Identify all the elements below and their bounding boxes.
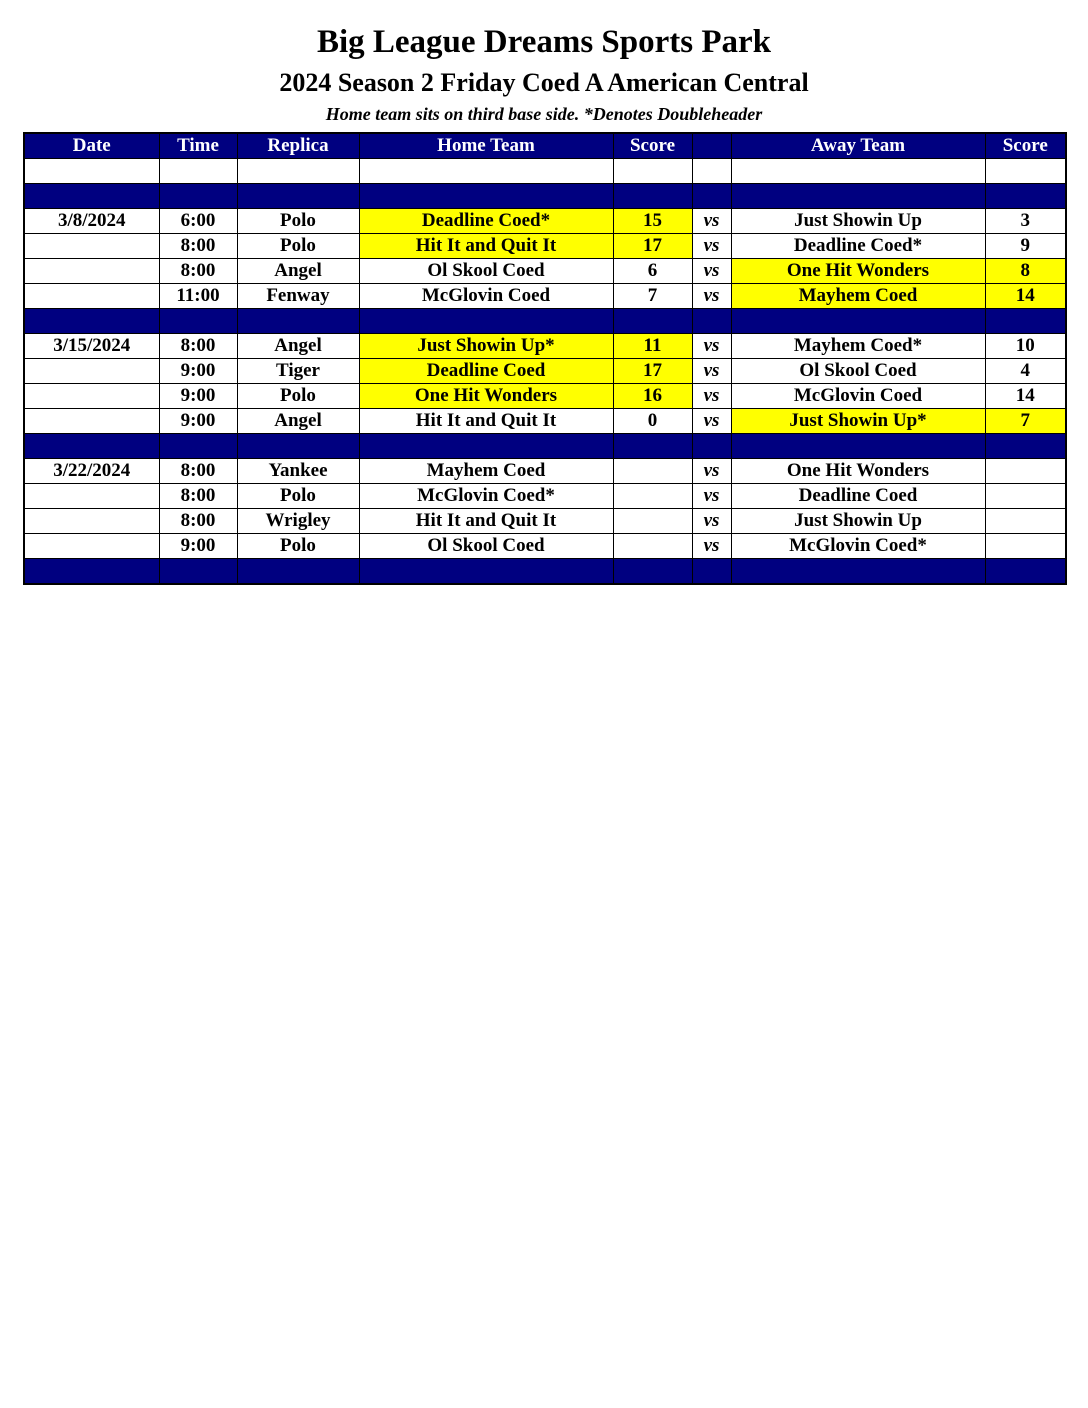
away-score-cell: 3 [985,209,1066,234]
home-score-cell: 0 [613,409,692,434]
vs-cell: vs [692,234,731,259]
replica-cell [237,559,359,585]
home-score-cell [613,484,692,509]
section-divider-row [24,434,1066,459]
vs-cell: vs [692,209,731,234]
away-score-cell [985,559,1066,585]
away-team-cell: Ol Skool Coed [731,359,985,384]
vs-cell: vs [692,384,731,409]
time-cell: 6:00 [159,209,237,234]
away-score-cell: 7 [985,409,1066,434]
away-team-cell: Mayhem Coed* [731,334,985,359]
vs-cell [692,309,731,334]
vs-cell: vs [692,409,731,434]
time-cell [159,434,237,459]
blank-row [24,159,1066,184]
section-divider-row [24,184,1066,209]
home-team-cell [359,434,613,459]
replica-cell: Angel [237,334,359,359]
table-header-row [24,133,1066,159]
vs-cell: vs [692,284,731,309]
away-team-cell: Deadline Coed* [731,234,985,259]
home-score-cell [613,434,692,459]
vs-cell: vs [692,459,731,484]
home-team-cell: Ol Skool Coed [359,534,613,559]
date-cell: 3/15/2024 [24,334,159,359]
home-score-cell [613,159,692,184]
replica-cell [237,184,359,209]
table-row [24,459,1066,484]
home-score-cell: 17 [613,359,692,384]
section-divider-row [24,559,1066,585]
table-row [24,409,1066,434]
col-header-date: Date [24,133,159,159]
time-cell [159,559,237,585]
replica-cell [237,309,359,334]
away-score-cell: 4 [985,359,1066,384]
col-header-replica: Replica [237,133,359,159]
table-row [24,484,1066,509]
date-cell [24,534,159,559]
away-score-cell [985,434,1066,459]
away-team-cell: Just Showin Up [731,509,985,534]
replica-cell: Angel [237,259,359,284]
col-header-away-team: Away Team [731,133,985,159]
section-divider-row [24,309,1066,334]
table-row [24,209,1066,234]
table-row [24,259,1066,284]
away-team-cell [731,434,985,459]
vs-cell: vs [692,334,731,359]
away-team-cell [731,559,985,585]
home-team-cell: Hit It and Quit It [359,509,613,534]
replica-cell: Angel [237,409,359,434]
home-score-cell: 15 [613,209,692,234]
time-cell [159,309,237,334]
time-cell: 8:00 [159,234,237,259]
home-score-cell [613,309,692,334]
date-cell [24,509,159,534]
date-cell [24,284,159,309]
vs-cell [692,159,731,184]
home-score-cell: 6 [613,259,692,284]
col-header-away-score: Score [985,133,1066,159]
date-cell: 3/8/2024 [24,209,159,234]
date-cell [24,434,159,459]
time-cell: 11:00 [159,284,237,309]
vs-cell: vs [692,359,731,384]
away-score-cell [985,534,1066,559]
date-cell [24,259,159,284]
home-score-cell [613,559,692,585]
schedule-body [24,159,1066,585]
replica-cell [237,159,359,184]
page-subtitle: 2024 Season 2 Friday Coed A American Central [279,68,809,97]
time-cell: 8:00 [159,509,237,534]
replica-cell: Wrigley [237,509,359,534]
home-team-cell [359,309,613,334]
home-score-cell [613,534,692,559]
home-team-cell: McGlovin Coed [359,284,613,309]
home-score-cell: 11 [613,334,692,359]
away-team-cell: Mayhem Coed [731,284,985,309]
col-header-home-team: Home Team [359,133,613,159]
date-cell [24,359,159,384]
replica-cell: Polo [237,484,359,509]
home-score-cell: 17 [613,234,692,259]
away-score-cell [985,309,1066,334]
away-team-cell: One Hit Wonders [731,459,985,484]
vs-cell [692,434,731,459]
date-cell [24,384,159,409]
time-cell: 8:00 [159,259,237,284]
replica-cell: Fenway [237,284,359,309]
home-team-cell: Deadline Coed* [359,209,613,234]
col-header-home-score: Score [613,133,692,159]
away-score-cell [985,509,1066,534]
home-team-cell: Hit It and Quit It [359,234,613,259]
time-cell: 8:00 [159,484,237,509]
header-note: Home team sits on third base side. *Denotes Doubleheader [325,104,763,124]
home-team-cell: Deadline Coed [359,359,613,384]
vs-cell: vs [692,259,731,284]
time-cell [159,184,237,209]
away-score-cell: 10 [985,334,1066,359]
away-team-cell: Deadline Coed [731,484,985,509]
home-team-cell [359,559,613,585]
date-cell [24,409,159,434]
replica-cell: Tiger [237,359,359,384]
table-row [24,284,1066,309]
time-cell: 9:00 [159,359,237,384]
vs-cell: vs [692,509,731,534]
table-row [24,509,1066,534]
replica-cell: Yankee [237,459,359,484]
away-score-cell: 14 [985,284,1066,309]
away-score-cell [985,159,1066,184]
home-score-cell: 16 [613,384,692,409]
away-team-cell [731,159,985,184]
home-team-cell: One Hit Wonders [359,384,613,409]
replica-cell: Polo [237,209,359,234]
home-team-cell [359,159,613,184]
vs-cell [692,559,731,585]
replica-cell [237,434,359,459]
date-cell [24,159,159,184]
home-score-cell [613,459,692,484]
time-cell: 8:00 [159,334,237,359]
away-team-cell: Just Showin Up [731,209,985,234]
date-cell [24,234,159,259]
home-team-cell [359,184,613,209]
date-cell [24,484,159,509]
away-team-cell [731,309,985,334]
away-score-cell [985,184,1066,209]
date-cell [24,559,159,585]
away-team-cell: One Hit Wonders [731,259,985,284]
home-score-cell [613,184,692,209]
table-row [24,359,1066,384]
time-cell: 9:00 [159,384,237,409]
replica-cell: Polo [237,534,359,559]
home-team-cell: Ol Skool Coed [359,259,613,284]
away-score-cell: 14 [985,384,1066,409]
table-row [24,534,1066,559]
date-cell [24,309,159,334]
home-team-cell: Hit It and Quit It [359,409,613,434]
col-header-vs [692,133,731,159]
date-cell [24,184,159,209]
vs-cell [692,184,731,209]
home-score-cell: 7 [613,284,692,309]
vs-cell: vs [692,534,731,559]
away-score-cell [985,484,1066,509]
time-cell [159,159,237,184]
away-team-cell [731,184,985,209]
home-score-cell [613,509,692,534]
away-team-cell: Just Showin Up* [731,409,985,434]
table-row [24,384,1066,409]
col-header-time: Time [159,133,237,159]
home-team-cell: Just Showin Up* [359,334,613,359]
home-team-cell: McGlovin Coed* [359,484,613,509]
replica-cell: Polo [237,234,359,259]
date-cell: 3/22/2024 [24,459,159,484]
home-team-cell: Mayhem Coed [359,459,613,484]
away-team-cell: McGlovin Coed [731,384,985,409]
away-score-cell: 9 [985,234,1066,259]
page-title: Big League Dreams Sports Park [316,24,772,60]
away-score-cell [985,459,1066,484]
replica-cell: Polo [237,384,359,409]
vs-cell: vs [692,484,731,509]
schedule-table [23,132,1067,585]
table-row [24,234,1066,259]
away-score-cell: 8 [985,259,1066,284]
time-cell: 8:00 [159,459,237,484]
time-cell: 9:00 [159,534,237,559]
away-team-cell: McGlovin Coed* [731,534,985,559]
table-row [24,334,1066,359]
time-cell: 9:00 [159,409,237,434]
